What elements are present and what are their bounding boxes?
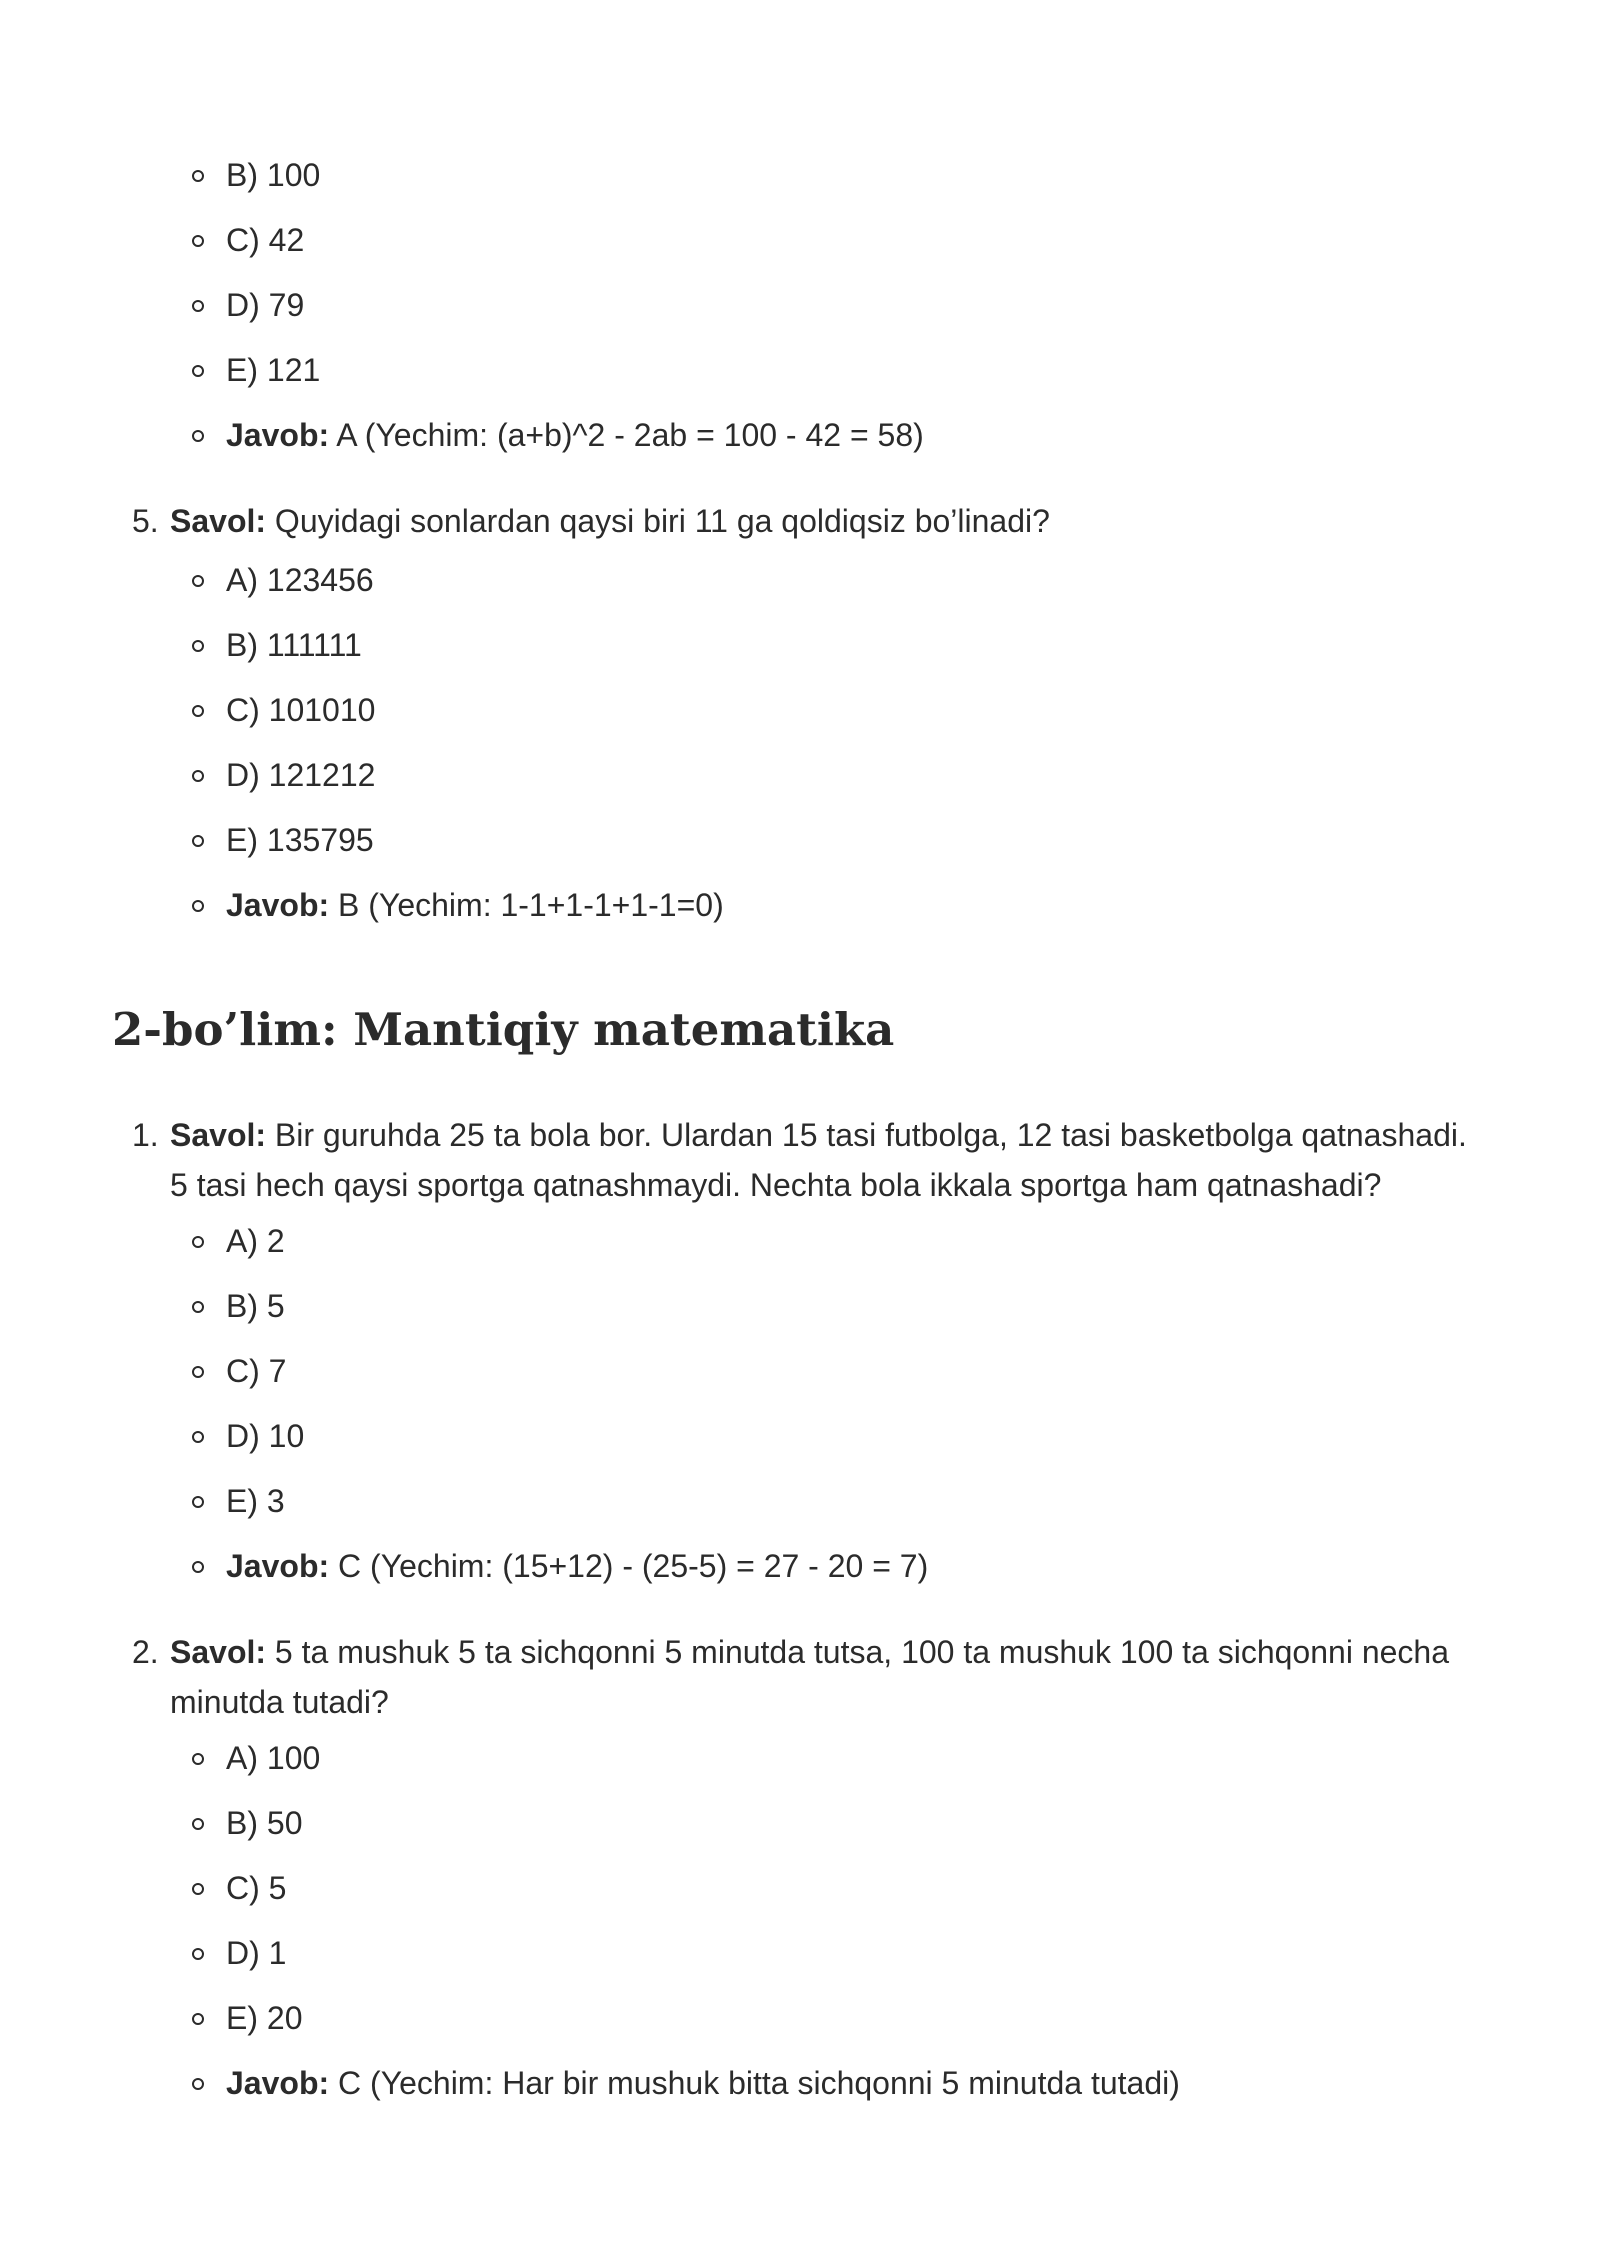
answer-item [0, 2060, 1600, 2125]
question-body: Quyidagi sonlardan qaysi biri 11 ga qoldiqsiz bo’linadi? [266, 503, 1050, 539]
hollow-bullet-icon [192, 1496, 204, 1508]
option-text: B) 50 [226, 1805, 303, 1841]
hollow-bullet-icon [192, 900, 204, 912]
option-text: C) 7 [226, 1353, 287, 1389]
hollow-bullet-icon [192, 1948, 204, 1960]
option-text: B) 5 [226, 1288, 285, 1324]
hollow-bullet-icon [192, 1431, 204, 1443]
question-number: 2. [132, 1634, 159, 1670]
option-item [0, 347, 1600, 412]
option-text: E) 135795 [226, 822, 374, 858]
option-text: E) 3 [226, 1483, 285, 1519]
option-text: E) 20 [226, 2000, 303, 2036]
option-item [0, 282, 1600, 347]
option-item [0, 1735, 1600, 1800]
option-text: C) 42 [226, 222, 305, 258]
option-item [0, 1995, 1600, 2060]
hollow-bullet-icon [192, 430, 204, 442]
hollow-bullet-icon [192, 1236, 204, 1248]
hollow-bullet-icon [192, 2013, 204, 2025]
hollow-bullet-icon [192, 1301, 204, 1313]
answer-text: C (Yechim: Har bir mushuk bitta sichqonni 5 minutda tutadi) [329, 2065, 1180, 2101]
option-text: D) 10 [226, 1418, 305, 1454]
option-text: B) 111111 [226, 627, 362, 663]
question-number: 5. [132, 503, 159, 539]
answer-item [0, 882, 1600, 947]
section2-question-2-options [0, 1735, 1600, 2125]
option-item [0, 1800, 1600, 1865]
question-number: 1. [132, 1117, 159, 1153]
hollow-bullet-icon [192, 365, 204, 377]
answer-label: Javob: [226, 887, 330, 923]
question-text [170, 1110, 1500, 1210]
option-item [0, 752, 1600, 817]
option-item [0, 1930, 1600, 1995]
hollow-bullet-icon [192, 300, 204, 312]
hollow-bullet-icon [192, 235, 204, 247]
section2-question-1-options [0, 1218, 1600, 1608]
hollow-bullet-icon [192, 1366, 204, 1378]
answer-label: Javob: [226, 2065, 330, 2101]
option-text: D) 79 [226, 287, 305, 323]
hollow-bullet-icon [192, 1561, 204, 1573]
option-item [0, 1413, 1600, 1478]
hollow-bullet-icon [192, 1883, 204, 1895]
option-item [0, 817, 1600, 882]
hollow-bullet-icon [192, 2078, 204, 2090]
option-item [0, 1218, 1600, 1283]
answer-text: C (Yechim: (15+12) - (25-5) = 27 - 20 = 7) [329, 1548, 929, 1584]
option-item [0, 217, 1600, 282]
option-item [0, 557, 1600, 622]
option-text: A) 123456 [226, 562, 374, 598]
answer-label: Javob: [226, 417, 330, 453]
option-text: A) 2 [226, 1223, 285, 1259]
question-body-line-2: 5 tasi hech qaysi sportga qatnashmaydi. Nechta bola ikkala sportga ham qatnashadi? [170, 1167, 1382, 1203]
option-text: B) 100 [226, 157, 321, 193]
option-text: A) 100 [226, 1740, 321, 1776]
question-4-options [0, 152, 1600, 477]
option-item [0, 1865, 1600, 1930]
hollow-bullet-icon [192, 575, 204, 587]
hollow-bullet-icon [192, 770, 204, 782]
option-text: E) 121 [226, 352, 321, 388]
option-item [0, 1478, 1600, 1543]
question-text [170, 1627, 1500, 1727]
answer-text: A (Yechim: (a+b)^2 - 2ab = 100 - 42 = 58) [329, 417, 924, 453]
question-label: Savol: [170, 503, 267, 539]
question-text [170, 496, 1500, 546]
hollow-bullet-icon [192, 835, 204, 847]
question-label: Savol: [170, 1634, 267, 1670]
option-item [0, 1348, 1600, 1413]
question-5-options [0, 557, 1600, 947]
option-text: C) 101010 [226, 692, 376, 728]
option-item [0, 1283, 1600, 1348]
answer-item [0, 1543, 1600, 1608]
question-label: Savol: [170, 1117, 267, 1153]
answer-item [0, 412, 1600, 477]
option-item [0, 687, 1600, 752]
question-body-line-1: 5 ta mushuk 5 ta sichqonni 5 minutda tutsa, 100 ta mushuk 100 ta sichqonni necha [266, 1634, 1449, 1670]
option-item [0, 152, 1600, 217]
hollow-bullet-icon [192, 170, 204, 182]
option-text: C) 5 [226, 1870, 287, 1906]
option-text: D) 121212 [226, 757, 376, 793]
option-item [0, 622, 1600, 687]
hollow-bullet-icon [192, 640, 204, 652]
answer-text: B (Yechim: 1-1+1-1+1-1=0) [329, 887, 724, 923]
question-body-line-2: minutda tutadi? [170, 1684, 389, 1720]
option-text: D) 1 [226, 1935, 287, 1971]
question-body-line-1: Bir guruhda 25 ta bola bor. Ulardan 15 tasi futbolga, 12 tasi basketbolga qatnashadi. [266, 1117, 1467, 1153]
hollow-bullet-icon [192, 705, 204, 717]
hollow-bullet-icon [192, 1753, 204, 1765]
hollow-bullet-icon [192, 1818, 204, 1830]
section-heading: 2-bo’lim: Mantiqiy matematika [112, 1003, 895, 1056]
answer-label: Javob: [226, 1548, 330, 1584]
